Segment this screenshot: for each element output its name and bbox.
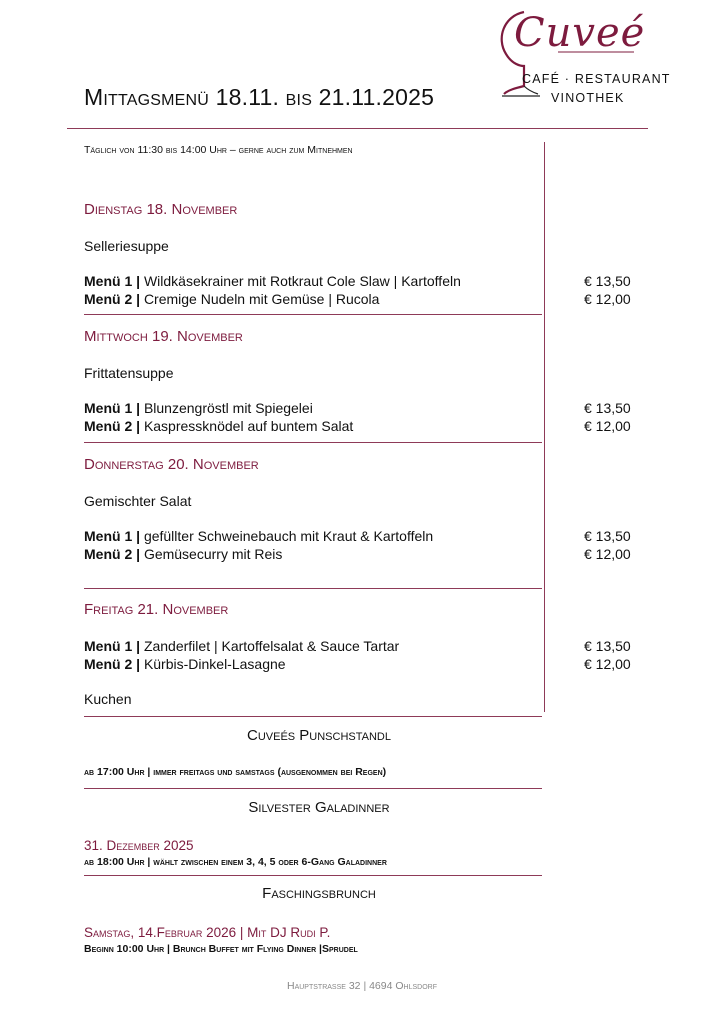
menu-row xyxy=(84,273,461,289)
soup-item: Gemischter Salat xyxy=(84,493,192,509)
menu-row xyxy=(84,638,399,654)
cuvee-logo xyxy=(494,8,671,108)
fasching-title: Faschingsbrunch xyxy=(262,885,376,902)
menu-row xyxy=(84,656,286,672)
menu-label: Menü 1 | xyxy=(84,528,141,544)
logo-vinothek: VINOTHEK xyxy=(551,91,625,105)
menu-dish: Kaspressknödel auf buntem Salat xyxy=(143,418,354,434)
section-divider xyxy=(84,788,542,789)
menu-label: Menü 2 | xyxy=(84,656,141,672)
menu-label: Menü 1 | xyxy=(84,638,141,654)
menu-price: € 12,00 xyxy=(584,546,631,562)
menu-price: € 13,50 xyxy=(584,638,631,654)
page-title: Mittagsmenü 18.11. bis 21.11.2025 xyxy=(84,84,435,110)
soup-item: Frittatensuppe xyxy=(84,365,174,381)
day-heading: Dienstag 18. November xyxy=(84,201,238,218)
menu-label: Menü 1 | xyxy=(84,273,141,289)
menu-price: € 13,50 xyxy=(584,528,631,544)
silvester-title: Silvester Galadinner xyxy=(248,799,390,816)
section-divider xyxy=(84,875,542,876)
day-divider xyxy=(84,314,542,315)
footer-address: Hauptstraße 32 | 4694 Ohlsdorf xyxy=(287,980,437,992)
menu-row xyxy=(84,291,379,307)
menu-price: € 12,00 xyxy=(584,656,631,672)
menu-price: € 12,00 xyxy=(584,291,631,307)
silvester-date: 31. Dezember 2025 xyxy=(84,838,194,853)
fasching-date: Samstag, 14.Februar 2026 | Mit DJ Rudi P. xyxy=(84,925,331,940)
section-divider xyxy=(84,716,542,717)
menu-label: Menü 2 | xyxy=(84,291,141,307)
menu-dish: Zanderfilet | Kartoffelsalat & Sauce Tartar xyxy=(143,638,400,654)
punsch-details: ab 17:00 Uhr | immer freitags und samstags (ausgenommen bei Regen) xyxy=(84,766,387,778)
menu-dish: Blunzengröstl mit Spiegelei xyxy=(143,400,313,416)
menu-price: € 13,50 xyxy=(584,400,631,416)
day-heading: Donnerstag 20. November xyxy=(84,456,259,473)
menu-dish: Cremige Nudeln mit Gemüse | Rucola xyxy=(143,291,380,307)
menu-row xyxy=(84,418,353,434)
soup-item: Selleriesuppe xyxy=(84,238,169,254)
menu-dish: Gemüsecurry mit Reis xyxy=(143,546,283,562)
punsch-title: Cuveés Punschstandl xyxy=(247,727,391,744)
logo-subtitle: CAFÉ · RESTAURANT xyxy=(522,72,671,86)
day-divider xyxy=(84,588,542,589)
price-column-divider xyxy=(544,142,545,712)
menu-label: Menü 1 | xyxy=(84,400,141,416)
menu-price: € 12,00 xyxy=(584,418,631,434)
day-heading: Mittwoch 19. November xyxy=(84,328,243,345)
logo-script: Cuveé xyxy=(514,10,646,56)
fasching-details: Beginn 10:00 Uhr | Brunch Buffet mit Flying Dinner |Sprudel xyxy=(84,943,358,955)
menu-label: Menü 2 | xyxy=(84,546,141,562)
menu-price: € 13,50 xyxy=(584,273,631,289)
menu-row xyxy=(84,546,282,562)
day-divider xyxy=(84,442,542,443)
menu-dish: Wildkäsekrainer mit Rotkraut Cole Slaw | Kartoffeln xyxy=(143,273,461,289)
top-divider xyxy=(67,128,648,129)
menu-row xyxy=(84,528,433,544)
menu-row xyxy=(84,400,313,416)
menu-dish: Kürbis-Dinkel-Lasagne xyxy=(143,656,286,672)
opening-hours: Täglich von 11:30 bis 14:00 Uhr – gerne auch zum Mitnehmen xyxy=(84,144,353,156)
dessert-item: Kuchen xyxy=(84,691,132,707)
day-heading: Freitag 21. November xyxy=(84,601,229,618)
menu-dish: gefüllter Schweinebauch mit Kraut & Kartoffeln xyxy=(143,528,434,544)
silvester-details: ab 18:00 Uhr | wählt zwischen einem 3, 4, 5 oder 6-Gang Galadinner xyxy=(84,856,387,868)
menu-label: Menü 2 | xyxy=(84,418,141,434)
